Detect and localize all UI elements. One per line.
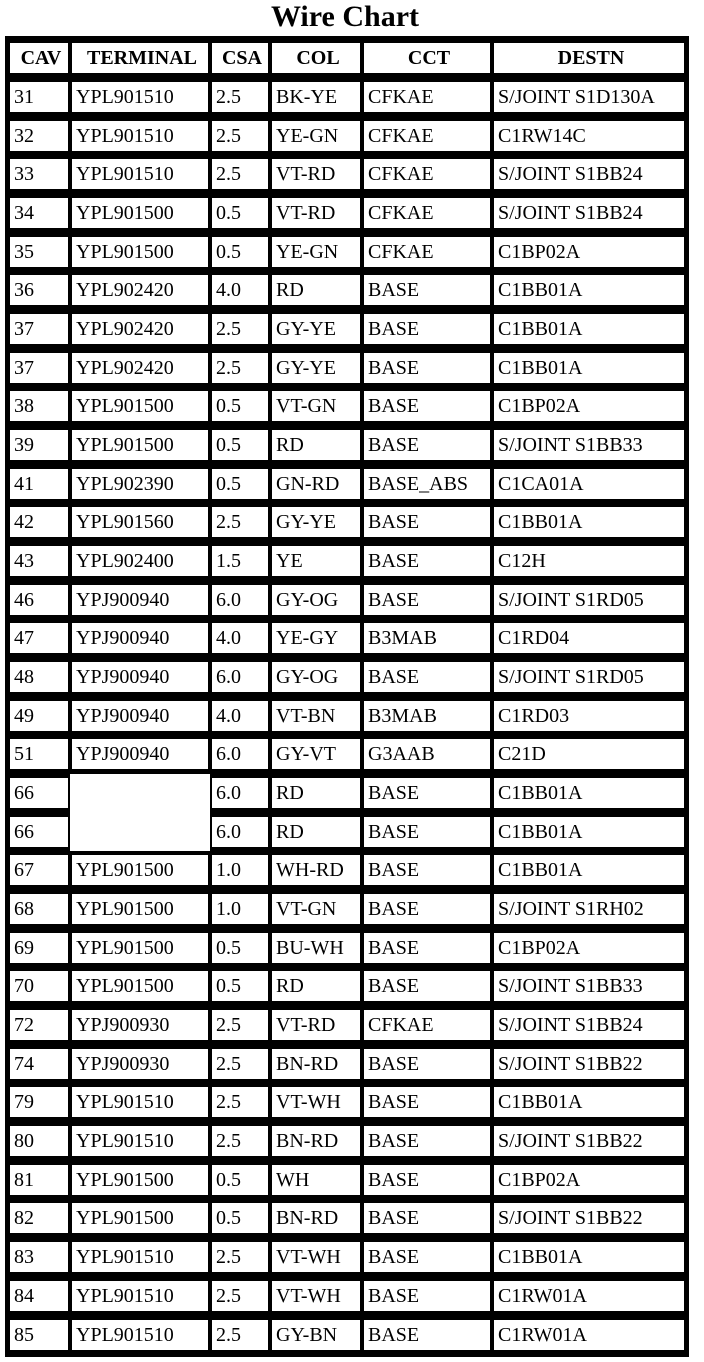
- cell-cct: CFKAE: [364, 82, 490, 112]
- cell-destn: C1RD03: [494, 701, 684, 731]
- chart-title: Wire Chart: [270, 0, 420, 33]
- table-row: [8, 1122, 686, 1161]
- cell-csa: 0.5: [212, 971, 268, 1001]
- cell-cav: 66: [10, 817, 68, 847]
- cell-cct: BASE: [364, 314, 490, 344]
- cell-cct: CFKAE: [364, 159, 490, 189]
- cell-terminal: YPL901500: [72, 894, 208, 924]
- cell-csa: 2.5: [212, 159, 268, 189]
- cell-terminal: YPL902420: [72, 314, 208, 344]
- cell-col: GY-YE: [272, 507, 360, 537]
- cell-col: GY-BN: [272, 1320, 360, 1350]
- cell-cav: 39: [10, 430, 68, 460]
- cell-destn: S/JOINT S1RD05: [494, 585, 684, 615]
- cell-destn: C1BB01A: [494, 507, 684, 537]
- cell-csa: 0.5: [212, 469, 268, 499]
- cell-col: RD: [272, 971, 360, 1001]
- cell-cct: BASE: [364, 933, 490, 963]
- cell-terminal: YPL901500: [72, 430, 208, 460]
- table-row: [8, 1044, 686, 1083]
- cell-cav: 41: [10, 469, 68, 499]
- cell-csa: 0.5: [212, 391, 268, 421]
- table-row: [8, 348, 686, 387]
- cell-destn: S/JOINT S1D130A: [494, 82, 684, 112]
- cell-cct: CFKAE: [364, 198, 490, 228]
- cell-cct: BASE: [364, 430, 490, 460]
- cell-terminal: YPJ900940: [72, 662, 208, 692]
- cell-col: YE-GN: [272, 121, 360, 151]
- cell-destn: C1RD04: [494, 623, 684, 653]
- cell-cav: 80: [10, 1126, 68, 1156]
- cell-col: GY-OG: [272, 585, 360, 615]
- table-row: [8, 1238, 686, 1277]
- cell-cav: 83: [10, 1242, 68, 1272]
- cell-col: GY-VT: [272, 739, 360, 769]
- cell-terminal: YPL902390: [72, 469, 208, 499]
- cell-cct: BASE: [364, 1126, 490, 1156]
- cell-cav: 35: [10, 237, 68, 267]
- cell-col: RD: [272, 275, 360, 305]
- cell-csa: 6.0: [212, 739, 268, 769]
- header-row: [8, 39, 686, 78]
- cell-terminal: YPL901510: [72, 1320, 208, 1350]
- cell-destn: S/JOINT S1RD05: [494, 662, 684, 692]
- table-row: [8, 1315, 686, 1354]
- cell-cct: BASE: [364, 662, 490, 692]
- cell-csa: 1.0: [212, 894, 268, 924]
- cell-destn: C1RW01A: [494, 1281, 684, 1311]
- cell-col: RD: [272, 430, 360, 460]
- cell-cav: 49: [10, 701, 68, 731]
- cell-cct: BASE: [364, 1281, 490, 1311]
- cell-cav: 38: [10, 391, 68, 421]
- cell-cct: BASE: [364, 275, 490, 305]
- cell-csa: 0.5: [212, 430, 268, 460]
- cell-cav: 74: [10, 1049, 68, 1079]
- cell-terminal: YPL901500: [72, 971, 208, 1001]
- cell-cav: 46: [10, 585, 68, 615]
- table-row: [8, 851, 686, 890]
- cell-col: BK-YE: [272, 82, 360, 112]
- cell-col: BU-WH: [272, 933, 360, 963]
- column-header-col: COL: [272, 43, 360, 73]
- cell-col: GY-YE: [272, 314, 360, 344]
- cell-cav: 82: [10, 1203, 68, 1233]
- cell-destn: S/JOINT S1BB22: [494, 1049, 684, 1079]
- cell-csa: 6.0: [212, 585, 268, 615]
- cell-csa: 0.5: [212, 1165, 268, 1195]
- cell-col: VT-RD: [272, 1010, 360, 1040]
- table-row: [8, 232, 686, 271]
- cell-cct: CFKAE: [364, 237, 490, 267]
- cell-csa: 4.0: [212, 701, 268, 731]
- cell-terminal: YPL901500: [72, 1165, 208, 1195]
- cell-cct: BASE: [364, 1049, 490, 1079]
- column-header-csa: CSA: [212, 43, 268, 73]
- table-row: [8, 310, 686, 349]
- table-row: [8, 619, 686, 658]
- cell-cav: 42: [10, 507, 68, 537]
- cell-csa: 6.0: [212, 778, 268, 808]
- cell-cct: BASE: [364, 971, 490, 1001]
- cell-csa: 6.0: [212, 662, 268, 692]
- cell-cct: BASE: [364, 353, 490, 383]
- cell-csa: 0.5: [212, 933, 268, 963]
- cell-csa: 2.5: [212, 1320, 268, 1350]
- cell-col: YE-GY: [272, 623, 360, 653]
- cell-cav: 70: [10, 971, 68, 1001]
- table-row: [8, 1083, 686, 1122]
- column-header-cav: CAV: [10, 43, 68, 73]
- cell-csa: 1.0: [212, 855, 268, 885]
- cell-cct: B3MAB: [364, 701, 490, 731]
- cell-terminal: YPL902420: [72, 275, 208, 305]
- cell-terminal: YPL902400: [72, 546, 208, 576]
- cell-csa: 2.5: [212, 82, 268, 112]
- cell-terminal: YPL901510: [72, 121, 208, 151]
- cell-csa: 4.0: [212, 623, 268, 653]
- table-row: [8, 1160, 686, 1199]
- table-row: [8, 78, 686, 117]
- cell-cav: 32: [10, 121, 68, 151]
- cell-csa: 2.5: [212, 1281, 268, 1311]
- cell-destn: C1BP02A: [494, 391, 684, 421]
- cell-cav: 48: [10, 662, 68, 692]
- cell-cct: BASE: [364, 546, 490, 576]
- cell-cct: BASE: [364, 894, 490, 924]
- cell-cav: 36: [10, 275, 68, 305]
- table-row: [8, 464, 686, 503]
- wire-table: [8, 39, 686, 1354]
- cell-csa: 2.5: [212, 1010, 268, 1040]
- cell-col: GY-OG: [272, 662, 360, 692]
- cell-csa: 2.5: [212, 507, 268, 537]
- cell-col: BN-RD: [272, 1126, 360, 1156]
- cell-csa: 1.5: [212, 546, 268, 576]
- cell-terminal: YPL901510: [72, 1126, 208, 1156]
- cell-destn: C1BB01A: [494, 817, 684, 847]
- cell-col: WH-RD: [272, 855, 360, 885]
- cell-terminal: YPL901500: [72, 855, 208, 885]
- cell-terminal: YPJ900940: [72, 623, 208, 653]
- cell-col: VT-GN: [272, 391, 360, 421]
- cell-terminal: YPJ900940: [72, 701, 208, 731]
- table-row: [8, 580, 686, 619]
- cell-terminal: YPL901500: [72, 237, 208, 267]
- table-row: [8, 1006, 686, 1045]
- cell-terminal: YPL902420: [72, 353, 208, 383]
- cell-destn: C1BB01A: [494, 778, 684, 808]
- cell-col: VT-RD: [272, 159, 360, 189]
- cell-destn: S/JOINT S1BB24: [494, 198, 684, 228]
- cell-cct: BASE: [364, 585, 490, 615]
- table-row: [8, 387, 686, 426]
- cell-destn: C12H: [494, 546, 684, 576]
- cell-destn: C1BB01A: [494, 1242, 684, 1272]
- table-row: [8, 658, 686, 697]
- cell-cct: BASE: [364, 817, 490, 847]
- cell-destn: C1BP02A: [494, 1165, 684, 1195]
- cell-cav: 66: [10, 778, 68, 808]
- cell-destn: S/JOINT S1BB33: [494, 971, 684, 1001]
- table-row: [8, 194, 686, 233]
- cell-cct: G3AAB: [364, 739, 490, 769]
- cell-csa: 0.5: [212, 1203, 268, 1233]
- cell-destn: C1BB01A: [494, 353, 684, 383]
- cell-cct: BASE: [364, 855, 490, 885]
- cell-csa: 2.5: [212, 1087, 268, 1117]
- cell-terminal: YPL901500: [72, 1203, 208, 1233]
- cell-csa: 6.0: [212, 817, 268, 847]
- cell-cav: 37: [10, 314, 68, 344]
- cell-col: GN-RD: [272, 469, 360, 499]
- cell-cct: B3MAB: [364, 623, 490, 653]
- cell-destn: C1BB01A: [494, 855, 684, 885]
- table-row: [8, 967, 686, 1006]
- cell-col: RD: [272, 817, 360, 847]
- cell-col: BN-RD: [272, 1203, 360, 1233]
- cell-csa: 2.5: [212, 353, 268, 383]
- cell-cav: 69: [10, 933, 68, 963]
- cell-cct: BASE: [364, 1203, 490, 1233]
- cell-cav: 31: [10, 82, 68, 112]
- table-row: [8, 155, 686, 194]
- wire-chart: [5, 36, 689, 1357]
- cell-destn: C1RW01A: [494, 1320, 684, 1350]
- cell-col: VT-RD: [272, 198, 360, 228]
- cell-destn: C1BB01A: [494, 275, 684, 305]
- cell-cct: BASE: [364, 1242, 490, 1272]
- column-header-destn: DESTN: [494, 43, 684, 73]
- cell-destn: C1BB01A: [494, 314, 684, 344]
- cell-col: GY-YE: [272, 353, 360, 383]
- cell-terminal: YPL901500: [72, 933, 208, 963]
- cell-cav: 47: [10, 623, 68, 653]
- cell-col: YE-GN: [272, 237, 360, 267]
- cell-terminal: YPL901500: [72, 198, 208, 228]
- cell-cav: 51: [10, 739, 68, 769]
- cell-destn: C21D: [494, 739, 684, 769]
- cell-destn: C1RW14C: [494, 121, 684, 151]
- cell-destn: C1BB01A: [494, 1087, 684, 1117]
- cell-destn: S/JOINT S1RH02: [494, 894, 684, 924]
- table-row: [8, 503, 686, 542]
- cell-destn: S/JOINT S1BB22: [494, 1126, 684, 1156]
- cell-col: VT-BN: [272, 701, 360, 731]
- cell-cav: 68: [10, 894, 68, 924]
- cell-destn: S/JOINT S1BB22: [494, 1203, 684, 1233]
- cell-col: WH: [272, 1165, 360, 1195]
- table-row: [8, 426, 686, 465]
- cell-cct: BASE: [364, 1320, 490, 1350]
- cell-csa: 2.5: [212, 1126, 268, 1156]
- cell-cav: 43: [10, 546, 68, 576]
- cell-terminal: YPL901510: [72, 159, 208, 189]
- column-header-cct: CCT: [364, 43, 490, 73]
- cell-terminal: YPJ900930: [72, 1010, 208, 1040]
- table-row: [8, 774, 686, 813]
- table-row: [8, 890, 686, 929]
- cell-csa: 0.5: [212, 237, 268, 267]
- cell-terminal: YPJ900930: [72, 1049, 208, 1079]
- cell-destn: C1BP02A: [494, 933, 684, 963]
- cell-col: YE: [272, 546, 360, 576]
- cell-csa: 2.5: [212, 121, 268, 151]
- cell-terminal: YPJ900940: [72, 585, 208, 615]
- cell-cav: 84: [10, 1281, 68, 1311]
- cell-cav: 79: [10, 1087, 68, 1117]
- table-row: [8, 1199, 686, 1238]
- wire-table-body: [8, 78, 686, 1354]
- cell-cct: BASE: [364, 391, 490, 421]
- cell-csa: 2.5: [212, 314, 268, 344]
- cell-destn: S/JOINT S1BB24: [494, 159, 684, 189]
- table-row: [8, 542, 686, 581]
- cell-csa: 4.0: [212, 275, 268, 305]
- cell-csa: 0.5: [212, 198, 268, 228]
- cell-cct: BASE: [364, 778, 490, 808]
- cell-destn: S/JOINT S1BB24: [494, 1010, 684, 1040]
- cell-cct: BASE: [364, 1087, 490, 1117]
- cell-terminal: YPL901510: [72, 1281, 208, 1311]
- cell-cav: 81: [10, 1165, 68, 1195]
- cell-cav: 67: [10, 855, 68, 885]
- cell-cct: BASE: [364, 1165, 490, 1195]
- cell-cct: CFKAE: [364, 121, 490, 151]
- cell-destn: S/JOINT S1BB33: [494, 430, 684, 460]
- cell-destn: C1CA01A: [494, 469, 684, 499]
- cell-cav: 33: [10, 159, 68, 189]
- cell-col: BN-RD: [272, 1049, 360, 1079]
- cell-cav: 34: [10, 198, 68, 228]
- cell-terminal: YPL901510: [72, 82, 208, 112]
- cell-cct: BASE_ABS: [364, 469, 490, 499]
- cell-terminal: YPJ900940: [72, 739, 208, 769]
- table-row: [8, 735, 686, 774]
- cell-terminal: YPL901510: [72, 1242, 208, 1272]
- cell-cav: 72: [10, 1010, 68, 1040]
- cell-col: VT-WH: [272, 1281, 360, 1311]
- cell-col: RD: [272, 778, 360, 808]
- cell-cav: 37: [10, 353, 68, 383]
- cell-cct: BASE: [364, 507, 490, 537]
- cell-terminal: YPL901500: [72, 391, 208, 421]
- cell-terminal: YPL901510: [72, 1087, 208, 1117]
- cell-cav: 85: [10, 1320, 68, 1350]
- cell-cct: CFKAE: [364, 1010, 490, 1040]
- cell-terminal-blank: [70, 774, 210, 851]
- cell-terminal: YPL901560: [72, 507, 208, 537]
- column-header-terminal: TERMINAL: [72, 43, 208, 73]
- cell-col: VT-WH: [272, 1087, 360, 1117]
- table-row: [8, 116, 686, 155]
- cell-csa: 2.5: [212, 1242, 268, 1272]
- table-row: [8, 271, 686, 310]
- table-row: [8, 1276, 686, 1315]
- table-row: [8, 928, 686, 967]
- table-row: [8, 696, 686, 735]
- cell-col: VT-WH: [272, 1242, 360, 1272]
- cell-col: VT-GN: [272, 894, 360, 924]
- cell-csa: 2.5: [212, 1049, 268, 1079]
- cell-destn: C1BP02A: [494, 237, 684, 267]
